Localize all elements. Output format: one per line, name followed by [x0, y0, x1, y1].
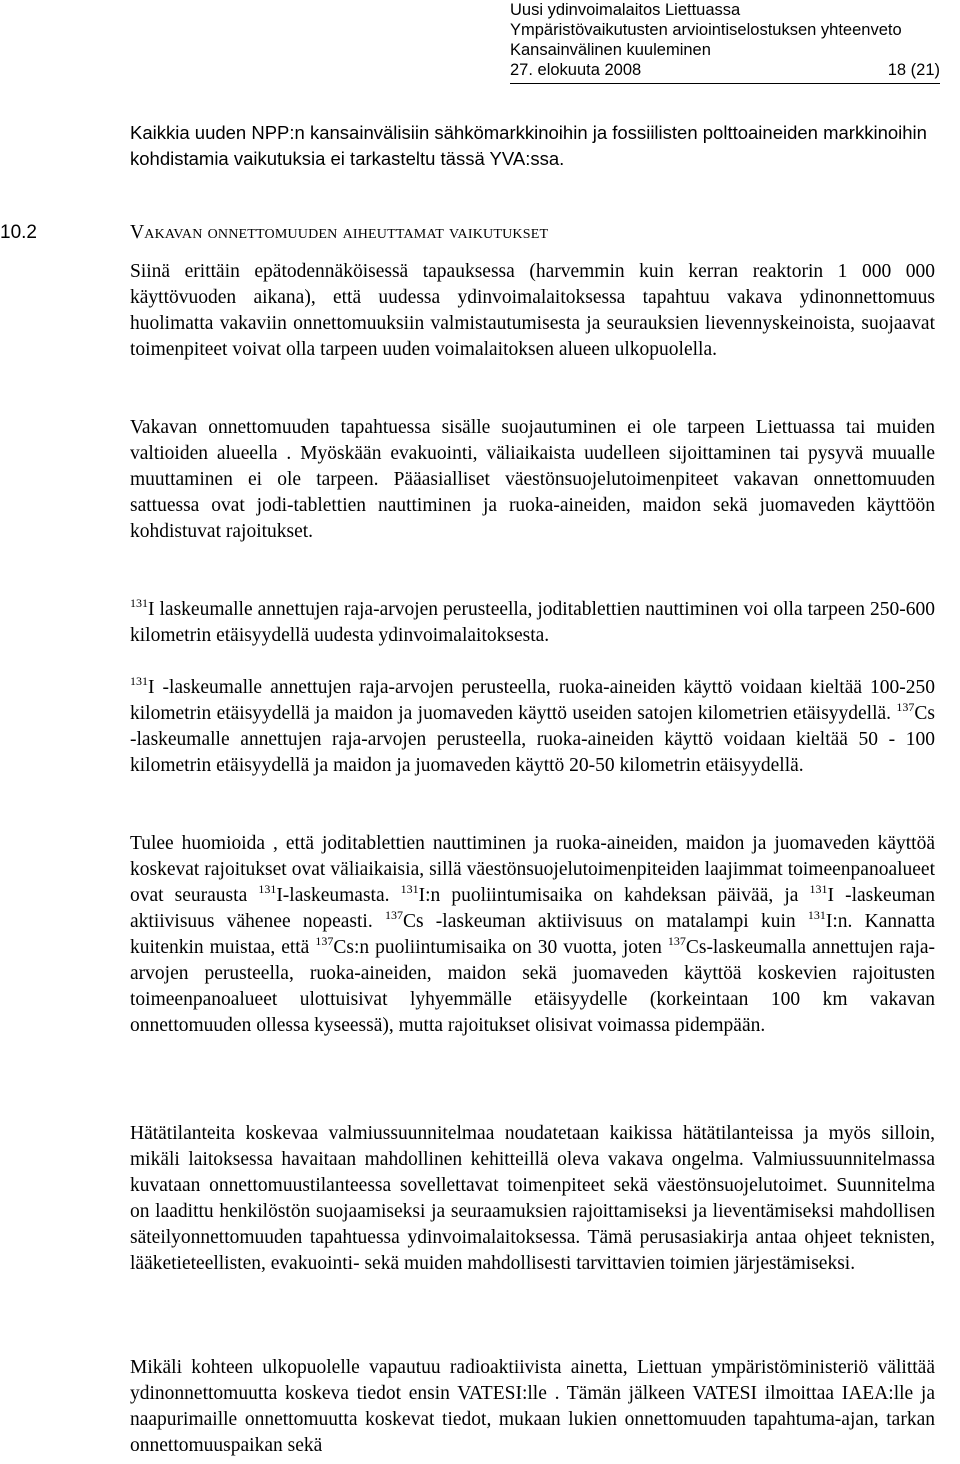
header-project-title: Uusi ydinvoimalaitos Liettuassa [510, 1, 741, 19]
isotope-superscript: 131 [400, 882, 419, 896]
section-number: 10.2 [0, 222, 37, 243]
paragraph-7: Mikäli kohteen ulkopuolelle vapautuu radioaktiivista ainetta, Liettuan ympäristöministeriö välittää ydinonnettomuutta koskeva tiedot ensin VATESI:lle . Tämän jälkeen VATESI ilmoittaa IAEA:lle ja naapurimaille onnettomuutta koskevat tiedot, mukaan lukien onnettomuuden tapahtuma-ajan, tarkan onnettomuuspaikan sekä [130, 1357, 935, 1456]
page-number: 18 (21) [887, 61, 940, 79]
isotope-superscript: 137 [315, 934, 334, 948]
isotope-superscript: 137 [384, 908, 403, 922]
intro-paragraph: Kaikkia uuden NPP:n kansainvälisiin sähkömarkkinoihin ja fossiilisten polttoaineiden markkinoihin kohdistamia vaikutuksia ei tarkasteltu tässä YVA:ssa. [130, 122, 927, 169]
isotope-superscript: 137 [896, 700, 915, 714]
header-document-title: Ympäristövaikutusten arviointiselostuksen yhteenveto [510, 21, 902, 39]
page-header [510, 0, 950, 80]
isotope-superscript: 137 [667, 934, 686, 948]
header-subtitle: Kansainvälinen kuuleminen [510, 41, 711, 59]
isotope-superscript: 131 [258, 882, 277, 896]
paragraph-2: Vakavan onnettomuuden tapahtuessa sisälle suojautuminen ei ole tarpeen Liettuassa tai muiden valtioiden alueella . Myöskään evakuointi, väliaikaista uudelleen sijoittaminen tai pysyvä muualle muuttaminen ei ole tarpeen. Pääasialliset väestönsuojelutoimenpiteet vakavan onnettomuuden sattuessa ovat jodi-tablettien nauttiminen ja ruoka-aineiden, maidon sekä juomaveden käyttöön kohdistuvat rajoitukset. [130, 417, 935, 542]
isotope-superscript: 131 [809, 882, 828, 896]
paragraph-5: Tulee huomioida , että joditablettien nauttiminen ja ruoka-aineiden, maidon ja juomaveden käyttöä koskevat rajoitukset ovat väliaikaisia, sillä väestönsuojelutoimenpiteiden laajimmat toimeenpanoalueet ovat seurausta $^{131}$I-laskeumasta. $^{131}$I:n puoliintumisaika on kahdeksan päivää, ja $^{131}$I -laskeuman aktiivisuus vähenee nopeasti. $^{137}$Cs -laskeuman aktiivisuus on matalampi kuin $^{131}$I:n. Kannatta kuitenkin muistaa, että $^{137}$Cs:n puoliintumisaika on 30 vuotta, joten $^{137}$Cs-laskeumalla annettujen raja-arvojen perusteella, ruoka-aineiden, maidon sekä juomaveden käyttöä koskevien rajoitusten toimeenpanoalueet ulottuisivat lyhyemmälle etäisyydelle (korkeintaan 100 km vakavan onnettomuuden ollessa kyseessä), mutta rajoitukset olisivat voimassa pidempään. [130, 833, 936, 1036]
isotope-superscript: 131 [130, 596, 148, 610]
header-divider [510, 83, 940, 84]
paragraph-6: Hätätilanteita koskevaa valmiussuunnitelmaa noudatetaan kaikissa hätätilanteissa ja myös silloin, mikäli laitoksessa havaitaan mahdollinen kehitteillä oleva vakava ongelma. Valmiussuunnitelmassa kuvataan onnettomuustilanteessa sovellettavat toimenpiteet sekä väestönsuojelutoimet. Suunnitelma on laadittu henkilöstön suojaamiseksi ja seuraamuksien rajoittamiseksi ja lieventämiseksi mahdollisen säteilyonnettomuuden tapahtuessa ydinvoimalaitoksessa. Tämä perusasiakirja antaa ohjeet teknisten, lääketieteellisten, evakuointi- sekä muiden mahdollisesti tarvittavien toimien järjestämiseksi. [130, 1123, 935, 1274]
paragraph-4: $^{131}$I -laskeumalle annettujen raja-arvojen perusteella, ruoka-aineiden käyttö voidaan kieltää 100-250 kilometrin etäisyydellä ja maidon ja juomaveden käyttö useiden satojen kilometrien etäisyydellä. $^{137}$Cs -laskeumalle annettujen raja-arvojen perusteella, ruoka-aineiden käyttö voidaan kieltää 50 - 100 kilometrin etäisyydellä ja maidon ja juomaveden käyttö 20-50 kilometrin etäisyydellä. [130, 674, 936, 776]
section-title: Vakavan onnettomuuden aiheuttamat vaikutukset [130, 222, 549, 243]
paragraph-3: $^{131}$I laskeumalle annettujen raja-arvojen perusteella, joditablettien nauttiminen voi olla tarpeen 250-600 kilometrin etäisyydellä uudesta ydinvoimalaitoksesta. [130, 596, 935, 646]
header-date: 27. elokuuta 2008 [510, 61, 642, 79]
isotope-superscript: 131 [807, 908, 826, 922]
header-date-row [510, 60, 940, 80]
paragraph-1: Siinä erittäin epätodennäköisessä tapauksessa (harvemmin kuin kerran reaktorin 1 000 000 käyttövuoden aikana), että uudessa ydinvoimalaitoksessa tapahtuu vakava ydinonnettomuus huolimatta vakaviin onnettomuuksiin valmistautumisesta ja seurauksien lievennyskeinoista, suojaavat toimenpiteet voivat olla tarpeen uuden voimalaitoksen alueen ulkopuolella. [130, 261, 935, 360]
isotope-superscript: 131 [130, 674, 148, 688]
